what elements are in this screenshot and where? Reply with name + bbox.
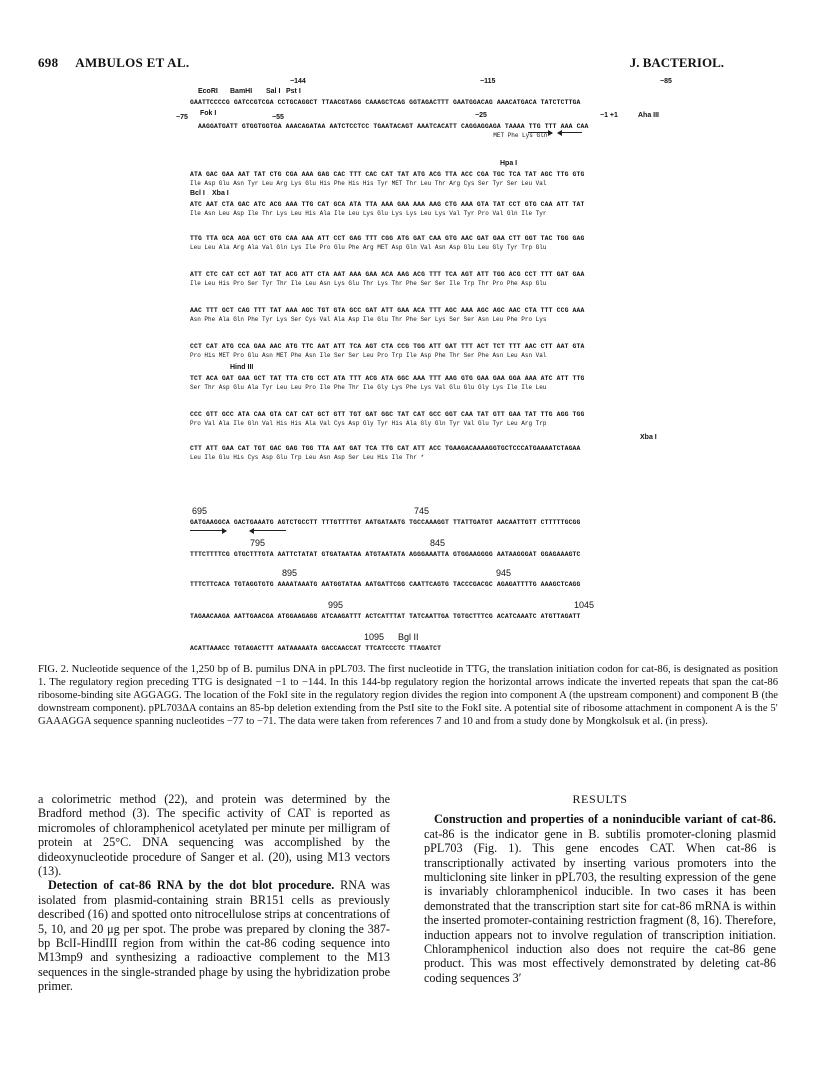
label-n945: 945 — [496, 568, 512, 578]
page-number: 698 — [38, 55, 59, 70]
label-xbai-1: Xba I — [212, 190, 229, 197]
coding-aa-2: Ile Asn Leu Asp Ile Thr Lys Leu His Ala Ile Leu Lys Glu Lys Lys Leu Lys Val Tyr Pro Val Gln Ile Tyr — [190, 210, 547, 217]
coding-aa-8: Pro Val Ala Ile Gln Val His His Ala Val Cys Asp Gly Tyr His Ala Gly Gln Tyr Val Glu Tyr Leu Arg Trp — [190, 420, 547, 427]
label-n745: 745 — [414, 506, 430, 516]
methods-paragraph: a colorimetric method (22), and protein was determined by the Bradford method (3). The specific activity of CAT is reported as micromoles of chloramphenicol acetylated per minute per milligram of protein at 25°C. DNA sequencing was accomplished by the dideoxynucleotide procedure of Sanger et al. (20), using M13 vectors (13). — [38, 792, 390, 879]
label-n895: 895 — [282, 568, 298, 578]
terminator-arrow-right — [190, 530, 226, 531]
label-n795: 795 — [250, 538, 266, 548]
left-column — [38, 792, 390, 994]
sequence-figure — [176, 78, 810, 652]
label-ecori: EcoRI — [198, 88, 218, 95]
results-heading: RESULTS — [572, 792, 628, 806]
reg-line-1: GAATTCCCCG GATCCGTCGA CCTGCAGGCT TTAACGTAGG CAAAGCTCAG GGTAGACTTT GAATGGACAG AAACATGACA TATCTCTTGA — [190, 99, 581, 106]
label-n845: 845 — [430, 538, 446, 548]
label-n85: −85 — [660, 78, 672, 85]
label-n55: −55 — [272, 114, 284, 121]
label-n75: −75 — [176, 114, 188, 121]
journal-name: J. BACTERIOL. — [629, 55, 724, 70]
running-header-left — [38, 55, 203, 71]
coding-dna-4: ATT CTC CAT CCT AGT TAT ACG ATT CTA AAT AAA GAA ACA AAG ACG TTT TCA AGT ATT TGG ACG CCT TTT GAT GAA — [190, 271, 585, 278]
results-text: cat-86 is the indicator gene in B. subtilis promoter-cloning plasmid pPL703 (Fig. 1). This gene encodes CAT. When cat-86 is transcriptionally activated by inserting various promoters into the multicloning site linker in pPL703, the resulting expression of the gene is invariably chloramphenicol inducible. In two cases it has been demonstrated that the transcription start site for cat-86 mRNA is within the inserted promoter-containing restriction fragment (8, 16). Therefore, induction appears not to involve regulation of transcription initiation. Chloramphenicol induction also does not require the cat-86 gene product. This was most effectively demonstrated by deleting cat-86 coding sequences 3′ — [424, 826, 776, 985]
reg-line-2: AAGGATGATT GTGGTGGTGA AAACAGATAA AATCTCCTCC TGAATACAGT AAATCACATT CAGGAGGAGA TAAAA TTG TTT AAA CAA — [198, 123, 589, 130]
label-n115: −115 — [480, 78, 496, 85]
label-m1p1: −1 +1 — [600, 112, 618, 119]
label-sali: Sal I — [266, 88, 281, 95]
coding-dna-8: CCC GTT GCC ATA CAA GTA CAT CAT GCT GTT TGT GAT GGC TAT CAT GCC GGT CAA TAT GTT GAA TAT TTG AGG TGG — [190, 411, 585, 418]
right-column — [424, 792, 776, 985]
coding-dna-3: TTG TTA GCA AGA GCT GTG CAA AAA ATT CCT GAG TTT CGG ATG GAT CAA GTG AAC GAT GAA CTT GGT TAC TGG GAG — [190, 235, 585, 242]
dot-blot-heading: Detection of cat-86 RNA by the dot blot procedure. — [48, 878, 335, 893]
coding-region — [190, 160, 810, 542]
label-n25: −25 — [475, 112, 487, 119]
results-subheading: Construction and properties of a noninducible variant of cat-86. — [434, 812, 776, 827]
results-paragraph — [424, 812, 776, 985]
caption-text: Nucleotide sequence of the 1,250 bp of B. pumilus DNA in pPL703. The first nucleotide in TTG, the translation initiation codon for cat-86, is designated as position 1. The regulatory region preceding TTG is designated −1 to −144. In this 144-bp regulatory region the horizontal arrows indicate the inverted repeats that span the cat-86 ribosome-binding site AGGAGG. The location of the FokI site in the regulatory region divides the region into component A (the upstream component) and component B (the downstream component). pPL703ΔA contains an 85-bp deletion extending from the PstI site to the FokI site. A potential site of ribosome attachment in component A is the 5′ GAAAGGA sequence spanning nucleotides −77 to −71. The data were taken from references 7 and 10 and from a study done by Mongkolsuk et al. (in press). — [38, 664, 778, 727]
tail-line-1: GATGAAGGCA GACTGAAATG AGTCTGCCTT TTTGTTTTGT AATGATAATG TGCCAAAGGT TTATTGATGT AACAATTGTT CTTTTTGCGG — [190, 519, 581, 526]
terminator-arrow-left — [250, 530, 286, 531]
authors: AMBULOS ET AL. — [75, 55, 190, 70]
coding-aa-9: Leu Ile Glu His Cys Asp Glu Trp Leu Asn Asp Ser Leu His Ile Thr * — [190, 454, 425, 461]
label-bcli: Bcl I — [190, 190, 205, 197]
label-n695: 695 — [192, 506, 208, 516]
coding-aa-5: Asn Phe Ala Gln Phe Tyr Lys Ser Cys Val Ala Asp Ile Glu Thr Phe Ser Lys Ser Ser Asn Leu Phe Pro Lys — [190, 316, 547, 323]
inverted-repeat-arrow-right — [528, 132, 552, 133]
figure-caption — [38, 663, 778, 728]
coding-aa-7: Ser Thr Asp Glu Ala Tyr Leu Leu Pro Ile Phe Thr Ile Gly Lys Phe Lys Val Glu Glu Gly Lys Ile Ile Leu — [190, 384, 547, 391]
label-bglii: Bgl II — [398, 632, 419, 642]
dot-blot-paragraph — [38, 878, 390, 993]
dot-blot-text: RNA was isolated from plasmid-containing strain BR151 cells as previously described (16) and spotted onto nitrocellulose strips at concentrations of 5, 10, and 20 μg per spot. The probe was prepared by cloning the 387-bp BclI-HindIII region from within the cat-86 coding sequence into M13mp9 and synthesizing a radioactive complement to the M13 sequences in the single-stranded phage by using the hybridization probe primer. — [38, 878, 390, 994]
label-ahaiii: Aha III — [638, 112, 660, 119]
coding-dna-5: AAC TTT GCT CAG TTT TAT AAA AGC TGT GTA GCC GAT ATT GAA ACA TTT AGC AAA AGC AGC AAC CTA TTT CCG AAA — [190, 307, 585, 314]
inverted-repeat-arrow-left — [558, 132, 582, 133]
coding-dna-7: TCT ACA GAT GAA GCT TAT TTA CTG CCT ATA TTT ACG ATA GGC AAA TTT AAG GTG GAA GAA GGA AAA ATC ATT TTG — [190, 375, 585, 382]
coding-aa-6: Pro His MET Pro Glu Asn MET Phe Asn Ile Ser Ser Leu Pro Trp Ile Asp Phe Thr Ser Phe Asn Leu Asn Val — [190, 352, 547, 359]
label-n144: −144 — [290, 78, 306, 85]
coding-dna-6: CCT CAT ATG CCA GAA AAC ATG TTC AAT ATT TCA AGT CTA CCG TGG ATT GAT TTT ACT TCT TTT AAC CTT AAT GTA — [190, 343, 585, 350]
tail-line-2: TTTCTTTTCG GTGCTTTGTA AATTCTATAT GTGATAATAA ATGTAATATA AGGGAAATTA GTGGAAGGGG AATAAGGGAT GGAGAAAGTC — [190, 551, 581, 558]
label-bamhi: BamHI — [230, 88, 253, 95]
coding-dna-1: ATA GAC GAA AAT TAT CTG CGA AAA GAG CAC TTT CAC CAT TAT ATG ACG TTA ACC CGA TGC TCA TAT AGC TTG GTG — [190, 171, 585, 178]
figure-label: FIG. 2. — [38, 664, 69, 675]
tail-line-5: ACATTAAACC TGTAGACTTT AATAAAAATA GACCAACCAT TTCATCCCTC TTAGATCT — [190, 645, 442, 652]
label-n1095: 1095 — [364, 632, 385, 642]
label-hpai: Hpa I — [500, 160, 518, 167]
coding-dna-2: ATC AAT CTA GAC ATC ACG AAA TTG CAT GCA ATA TTA AAA GAA AAA AAG CTG AAA GTA TAT CCT GTG CAA ATT TAT — [190, 201, 585, 208]
coding-aa-3: Leu Leu Ala Arg Ala Val Gln Lys Ile Pro Glu Phe Arg MET Asp Gln Val Asn Asp Glu Leu Gly Tyr Trp Glu — [190, 244, 547, 251]
coding-dna-9: CTT ATT GAA CAT TGT GAC GAG TGG TTA AAT GAT TCA TTG CAT ATT ACC TGAAGACAAAAGGTGCTCCCATGAAAATCTAGAA — [190, 445, 581, 452]
tail-line-4: TAGAACAAGA AATTGAACGA ATGGAAGAGG ATCAAGATTT ACTCATTTAT TATCAATTGA TGTGCTTTCG ACATCAAATC ATGTTAGATT — [190, 613, 581, 620]
tail-line-3: TTTCTTCACA TGTAGGTGTG AAAATAAATG AATGGTATAA AATGATTCGG CAATTCAGTG TACCCGACGC AGAGATTTTG AAAGCTCAGG — [190, 581, 581, 588]
coding-aa-4: Ile Leu His Pro Ser Tyr Thr Ile Leu Asn Lys Glu Thr Lys Thr Phe Ser Ser Ile Trp Thr Pro Phe Asp Glu — [190, 280, 547, 287]
label-n995: 995 — [328, 600, 344, 610]
tail-region — [190, 506, 810, 666]
label-foki: Fok I — [200, 110, 217, 117]
label-xbai-2: Xba I — [640, 434, 657, 441]
coding-aa-1: Ile Asp Glu Asn Tyr Leu Arg Lys Glu His Phe His His Tyr MET Thr Leu Thr Arg Cys Ser Tyr Ser Leu Val — [190, 180, 547, 187]
regulatory-region — [176, 78, 810, 152]
label-hindiii: Hind III — [230, 364, 254, 371]
reg-line-2-aa: MET Phe Lys Gln — [198, 132, 548, 139]
label-psti: Pst I — [286, 88, 301, 95]
label-n1045: 1045 — [574, 600, 595, 610]
